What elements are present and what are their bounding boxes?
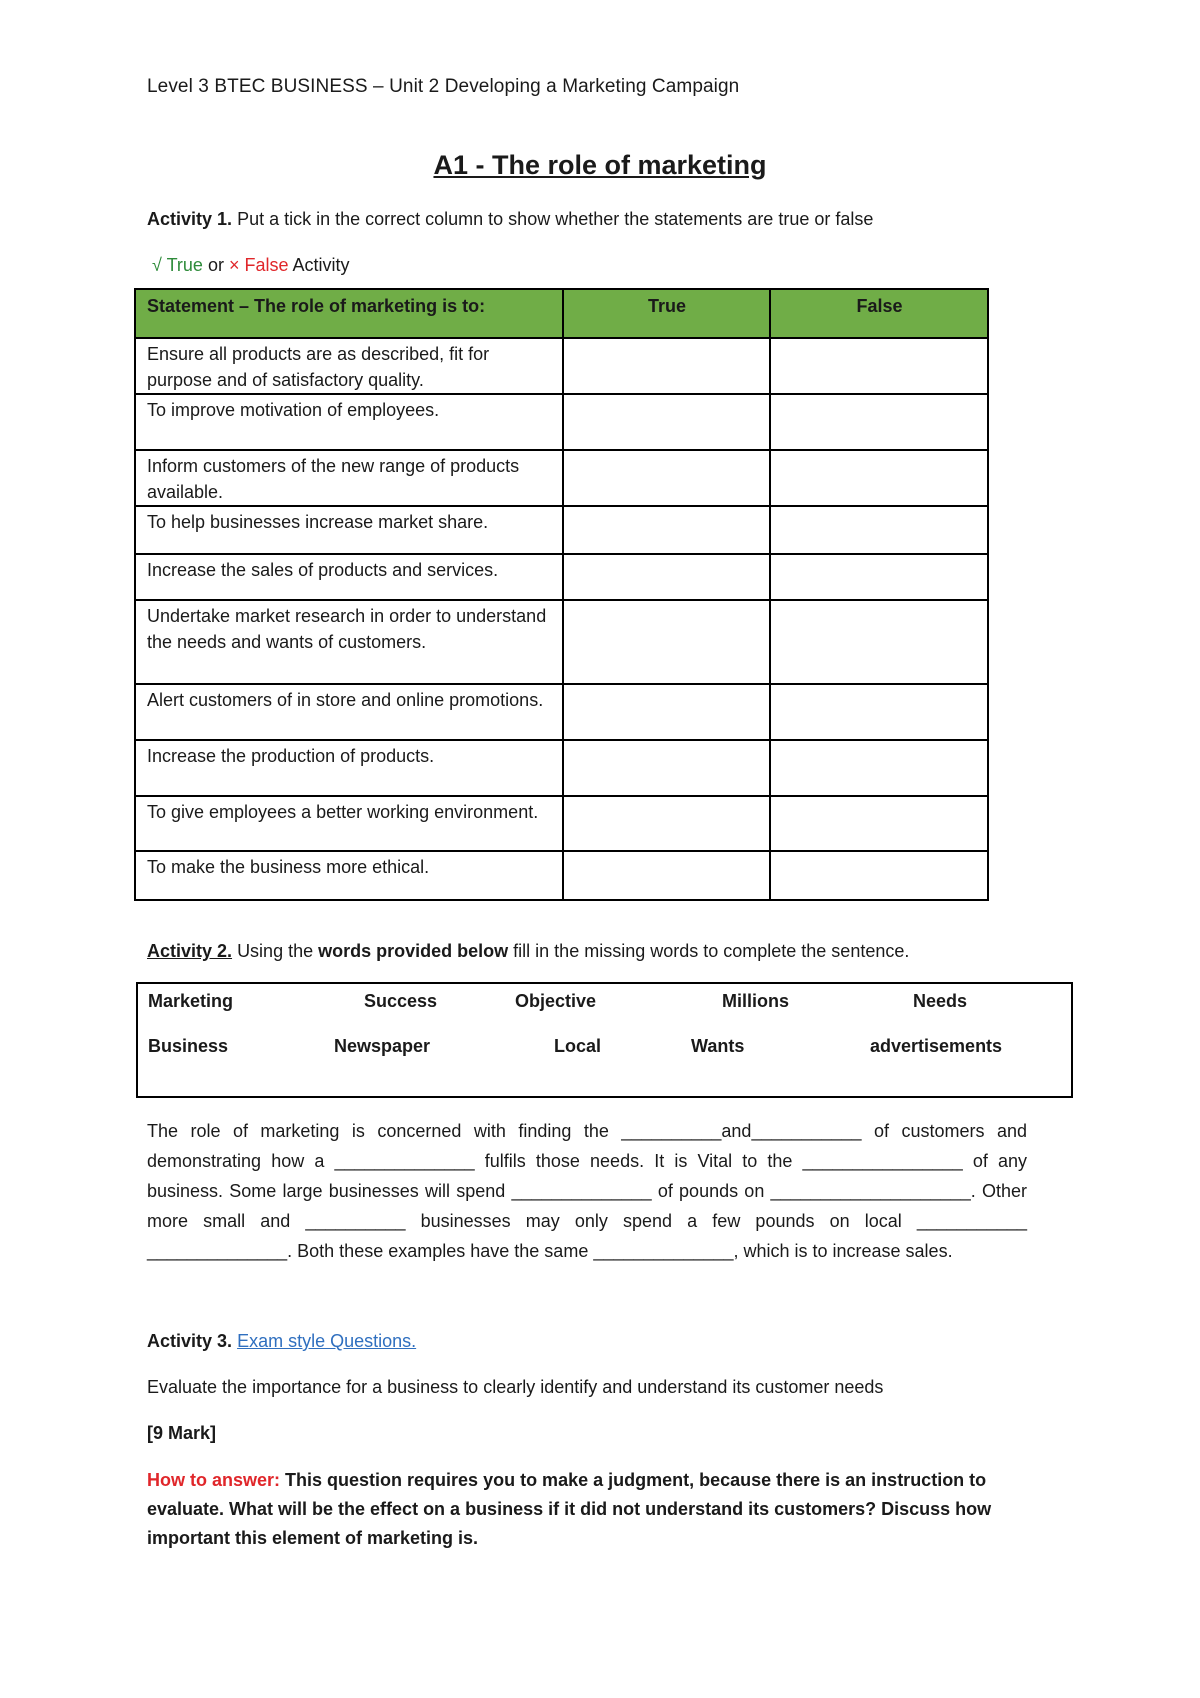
table-row <box>135 554 988 600</box>
legend-or-label: or <box>207 255 224 275</box>
table-row <box>135 684 988 740</box>
false-answer-cell[interactable] <box>770 600 988 684</box>
word-bank-word: Needs <box>913 991 968 1011</box>
false-answer-cell[interactable] <box>770 684 988 740</box>
true-answer-cell[interactable] <box>563 740 770 796</box>
how-to-answer <box>147 1466 1067 1553</box>
activity2-label: Activity 2. <box>147 941 233 961</box>
activity1-instruction: Put a tick in the correct column to show whether the statements are true or false <box>237 209 874 229</box>
true-false-table <box>134 288 989 901</box>
true-answer-cell[interactable] <box>563 851 770 900</box>
word-bank-word: Objective <box>515 991 597 1011</box>
false-answer-cell[interactable] <box>770 554 988 600</box>
word-bank-word: Marketing <box>148 991 234 1011</box>
word-bank-word: Business <box>148 1036 229 1056</box>
statement-cell: Undertake market research in order to understand the needs and wants of customers. <box>135 600 563 684</box>
statement-cell: To give employees a better working environment. <box>135 796 563 851</box>
false-answer-cell[interactable] <box>770 796 988 851</box>
legend-false-label: False <box>244 255 289 275</box>
activity3-heading <box>147 1328 416 1355</box>
false-column-header: False <box>770 289 988 338</box>
activity1-heading <box>147 206 873 233</box>
table-row <box>135 796 988 851</box>
false-answer-cell[interactable] <box>770 506 988 554</box>
activity3-label: Activity 3. <box>147 1331 233 1351</box>
word-bank-word: Success <box>364 991 438 1011</box>
table-row <box>135 338 988 394</box>
true-answer-cell[interactable] <box>563 506 770 554</box>
activity2-heading <box>147 938 909 965</box>
tick-icon: √ <box>152 255 162 275</box>
how-to-answer-text: This question requires you to make a judgment, because there is an instruction to evaluate. What will be the effect on a business if it did not understand its customers? Discuss how important this element of marketing is. <box>147 1470 992 1548</box>
true-answer-cell[interactable] <box>563 338 770 394</box>
table-row <box>135 450 988 506</box>
statement-cell: Inform customers of the new range of products available. <box>135 450 563 506</box>
true-answer-cell[interactable] <box>563 394 770 450</box>
true-answer-cell[interactable] <box>563 450 770 506</box>
word-bank-word: Millions <box>722 991 789 1011</box>
how-to-answer-label: How to answer: <box>147 1470 281 1490</box>
table-row <box>135 600 988 684</box>
statement-cell: Increase the sales of products and services. <box>135 554 563 600</box>
true-answer-cell[interactable] <box>563 554 770 600</box>
page-header: Level 3 BTEC BUSINESS – Unit 2 Developing a Marketing Campaign <box>147 76 740 97</box>
table-row <box>135 851 988 900</box>
false-answer-cell[interactable] <box>770 394 988 450</box>
activity2-instruction-bold: words provided below <box>318 941 509 961</box>
true-answer-cell[interactable] <box>563 684 770 740</box>
fill-in-paragraph: The role of marketing is concerned with finding the __________and___________ of customers and demonstrating how a ______________ fulfils those needs. It is Vital to the ________________ of any business. Some large businesses will spend ______________ of pounds on ____________________. Other more small and __________ businesses may only spend a few pounds on local ___________ ______________. Both these examples have the same ______________, which is to increase sales. <box>147 1121 1027 1261</box>
activity2-instruction-pre: Using the <box>237 941 314 961</box>
statement-column-header: Statement – The role of marketing is to: <box>135 289 563 338</box>
statement-cell: Increase the production of products. <box>135 740 563 796</box>
page-title: A1 - The role of marketing <box>433 150 767 180</box>
legend-suffix: Activity <box>292 255 350 275</box>
table-header-row <box>135 289 988 338</box>
exam-questions-link[interactable]: Exam style Questions. <box>237 1331 417 1351</box>
marks-label: [9 Mark] <box>147 1423 217 1443</box>
exam-question: Evaluate the importance for a business to clearly identify and understand its customer needs <box>147 1377 884 1397</box>
statement-cell: To improve motivation of employees. <box>135 394 563 450</box>
word-bank-word: Local <box>554 1036 602 1056</box>
statement-cell: Ensure all products are as described, fit for purpose and of satisfactory quality. <box>135 338 563 394</box>
false-answer-cell[interactable] <box>770 338 988 394</box>
table-row <box>135 506 988 554</box>
word-bank-word: Wants <box>691 1036 745 1056</box>
true-false-legend <box>152 252 350 279</box>
true-answer-cell[interactable] <box>563 796 770 851</box>
word-bank-box <box>136 982 1073 1098</box>
table-row <box>135 740 988 796</box>
table-row <box>135 394 988 450</box>
legend-true-label: True <box>166 255 203 275</box>
false-answer-cell[interactable] <box>770 740 988 796</box>
false-answer-cell[interactable] <box>770 851 988 900</box>
activity2-instruction-post: fill in the missing words to complete the sentence. <box>513 941 910 961</box>
cross-icon: × <box>228 255 240 275</box>
word-bank-word: Newspaper <box>334 1036 431 1056</box>
statement-cell: To make the business more ethical. <box>135 851 563 900</box>
statement-cell: Alert customers of in store and online promotions. <box>135 684 563 740</box>
activity1-label: Activity 1. <box>147 209 233 229</box>
statement-cell: To help businesses increase market share. <box>135 506 563 554</box>
false-answer-cell[interactable] <box>770 450 988 506</box>
true-column-header: True <box>563 289 770 338</box>
word-bank-word: advertisements <box>870 1036 1003 1056</box>
true-answer-cell[interactable] <box>563 600 770 684</box>
